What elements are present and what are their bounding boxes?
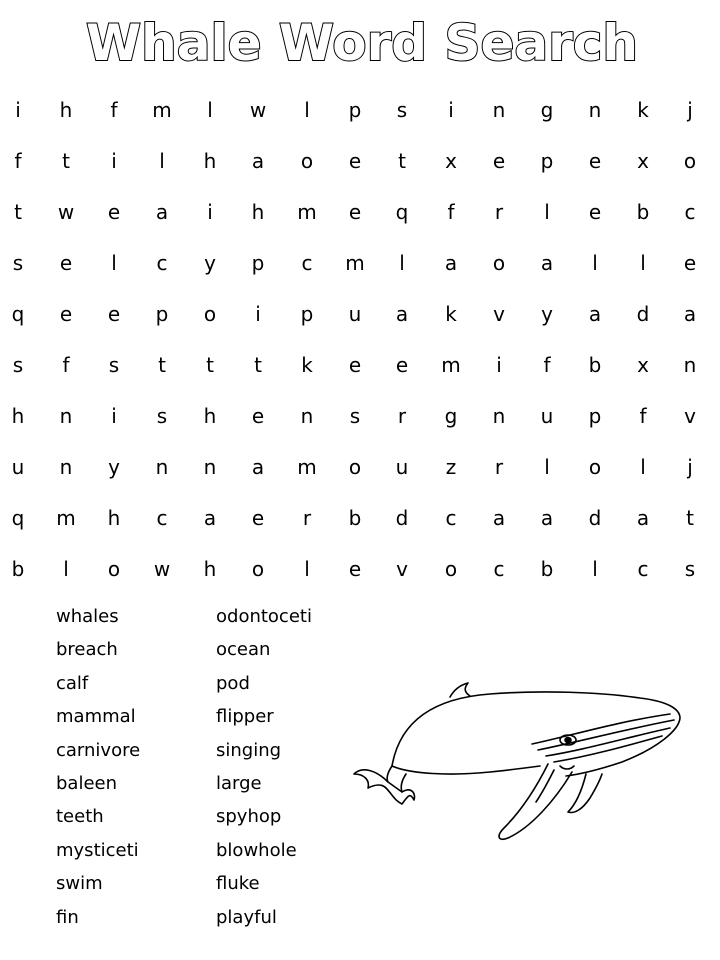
letter-grid [0, 85, 720, 595]
grid-cell: l [111, 251, 117, 275]
word-list-item: mysticeti [56, 839, 139, 861]
grid-cell: e [395, 353, 409, 377]
grid-cell: g [444, 404, 458, 428]
grid-cell: l [544, 455, 550, 479]
grid-cell: x [637, 353, 649, 377]
grid-cell: a [203, 506, 217, 530]
grid-cell: t [398, 149, 406, 173]
grid-cell: t [62, 149, 70, 173]
grid-cell: c [493, 557, 505, 581]
grid-cell: y [108, 455, 120, 479]
grid-row [0, 85, 720, 136]
word-list-item: flipper [216, 706, 274, 728]
grid-cell: h [203, 557, 217, 581]
grid-cell: o [300, 149, 314, 173]
grid-cell: a [155, 200, 169, 224]
grid-cell: u [540, 404, 554, 428]
grid-cell: t [206, 353, 214, 377]
grid-cell: q [11, 302, 25, 326]
grid-cell: l [304, 98, 310, 122]
word-list-item: large [216, 772, 262, 794]
grid-cell: e [59, 302, 73, 326]
grid-cell: i [496, 353, 502, 377]
word-list-item: carnivore [56, 739, 141, 761]
grid-cell: l [63, 557, 69, 581]
grid-cell: n [59, 404, 73, 428]
grid-cell: u [348, 302, 362, 326]
grid-cell: i [255, 302, 261, 326]
word-list-item: fluke [216, 873, 260, 895]
grid-cell: a [540, 506, 554, 530]
grid-cell: m [56, 506, 76, 530]
grid-cell: h [11, 404, 25, 428]
grid-cell: e [348, 557, 362, 581]
grid-cell: s [684, 557, 696, 581]
grid-cell: t [158, 353, 166, 377]
word-list-item: odontoceti [216, 606, 312, 627]
grid-cell: l [640, 455, 646, 479]
grid-cell: a [540, 251, 554, 275]
grid-cell: p [251, 251, 265, 275]
grid-row [0, 391, 720, 442]
grid-cell: w [153, 557, 171, 581]
grid-cell: x [637, 149, 649, 173]
word-list-item: singing [216, 739, 282, 761]
grid-cell: b [588, 353, 602, 377]
grid-cell: l [399, 251, 405, 275]
word-list-item: pod [216, 672, 250, 694]
whale-icon [340, 670, 700, 860]
grid-cell: b [11, 557, 25, 581]
word-list-item: fin [56, 906, 79, 928]
grid-row [0, 289, 720, 340]
grid-cell: m [297, 455, 317, 479]
grid-cell: j [687, 98, 693, 122]
grid-row [0, 136, 720, 187]
grid-cell: q [11, 506, 25, 530]
word-list-item: spyhop [216, 806, 282, 828]
grid-cell: a [395, 302, 409, 326]
grid-cell: e [588, 200, 602, 224]
page-title-text: Whale Word Search [85, 14, 639, 72]
grid-cell: m [297, 200, 317, 224]
grid-cell: r [302, 506, 312, 530]
grid-cell: s [108, 353, 120, 377]
grid-cell: b [636, 200, 650, 224]
grid-cell: e [348, 149, 362, 173]
grid-cell: p [588, 404, 602, 428]
grid-cell: r [494, 455, 504, 479]
grid-cell: i [207, 200, 213, 224]
grid-cell: e [588, 149, 602, 173]
grid-cell: a [251, 149, 265, 173]
grid-cell: f [110, 98, 118, 122]
grid-cell: w [57, 200, 75, 224]
grid-cell: l [640, 251, 646, 275]
page-title [0, 8, 720, 78]
grid-cell: k [445, 302, 457, 326]
grid-cell: i [448, 98, 454, 122]
grid-cell: l [304, 557, 310, 581]
grid-cell: y [541, 302, 553, 326]
grid-cell: p [540, 149, 554, 173]
grid-cell: a [444, 251, 458, 275]
grid-cell: e [59, 251, 73, 275]
grid-cell: m [345, 251, 365, 275]
grid-cell: a [251, 455, 265, 479]
grid-cell: l [159, 149, 165, 173]
grid-cell: e [251, 506, 265, 530]
grid-cell: n [683, 353, 697, 377]
grid-cell: s [396, 98, 408, 122]
grid-cell: a [636, 506, 650, 530]
grid-cell: x [445, 149, 457, 173]
grid-cell: p [300, 302, 314, 326]
grid-cell: j [687, 455, 693, 479]
grid-cell: t [254, 353, 262, 377]
grid-cell: n [59, 455, 73, 479]
grid-cell: p [348, 98, 362, 122]
word-list-item: playful [216, 906, 277, 928]
grid-cell: k [301, 353, 313, 377]
grid-cell: s [349, 404, 361, 428]
grid-cell: c [445, 506, 457, 530]
grid-cell: d [395, 506, 409, 530]
grid-cell: d [636, 302, 650, 326]
grid-cell: y [204, 251, 216, 275]
grid-cell: b [348, 506, 362, 530]
grid-cell: v [684, 404, 696, 428]
grid-cell: c [637, 557, 649, 581]
grid-cell: f [447, 200, 455, 224]
grid-cell: o [492, 251, 506, 275]
grid-cell: m [441, 353, 461, 377]
grid-cell: r [397, 404, 407, 428]
grid-cell: l [592, 557, 598, 581]
grid-cell: e [348, 200, 362, 224]
grid-row [0, 340, 720, 391]
grid-cell: v [493, 302, 505, 326]
grid-cell: h [59, 98, 73, 122]
grid-cell: p [155, 302, 169, 326]
word-list-item: breach [56, 639, 118, 661]
grid-cell: e [251, 404, 265, 428]
grid-cell: n [588, 98, 602, 122]
grid-cell: h [251, 200, 265, 224]
grid-cell: i [111, 149, 117, 173]
grid-cell: z [445, 455, 457, 479]
grid-cell: l [544, 200, 550, 224]
grid-cell: l [207, 98, 213, 122]
word-list-item: teeth [56, 806, 104, 828]
word-list-item: baleen [56, 772, 118, 794]
grid-cell: f [62, 353, 70, 377]
word-list-item: whales [56, 606, 119, 627]
grid-cell: f [639, 404, 647, 428]
grid-cell: e [107, 200, 121, 224]
grid-cell: g [540, 98, 554, 122]
grid-cell: t [14, 200, 22, 224]
grid-cell: m [152, 98, 172, 122]
grid-row [0, 442, 720, 493]
word-list-left [56, 604, 216, 938]
grid-cell: i [111, 404, 117, 428]
grid-cell: s [156, 404, 168, 428]
grid-cell: a [683, 302, 697, 326]
grid-cell: n [155, 455, 169, 479]
grid-cell: o [251, 557, 265, 581]
grid-cell: a [492, 506, 506, 530]
grid-cell: e [107, 302, 121, 326]
grid-row [0, 493, 720, 544]
grid-cell: i [15, 98, 21, 122]
grid-cell: o [683, 149, 697, 173]
grid-cell: n [492, 404, 506, 428]
grid-cell: t [686, 506, 694, 530]
grid-cell: e [348, 353, 362, 377]
grid-row [0, 238, 720, 289]
grid-row [0, 187, 720, 238]
grid-cell: n [203, 455, 217, 479]
grid-cell: u [11, 455, 25, 479]
grid-cell: n [492, 98, 506, 122]
grid-cell: v [396, 557, 408, 581]
grid-cell: h [203, 404, 217, 428]
word-list-item: ocean [216, 639, 271, 661]
grid-cell: o [203, 302, 217, 326]
grid-cell: h [203, 149, 217, 173]
grid-cell: w [249, 98, 267, 122]
word-list-item: calf [56, 672, 89, 694]
grid-cell: c [156, 506, 168, 530]
grid-cell: e [683, 251, 697, 275]
grid-cell: f [14, 149, 22, 173]
grid-cell: d [588, 506, 602, 530]
grid-cell: h [107, 506, 121, 530]
grid-cell: s [12, 251, 24, 275]
grid-cell: k [637, 98, 649, 122]
grid-cell: n [300, 404, 314, 428]
grid-row [0, 544, 720, 595]
grid-cell: q [395, 200, 409, 224]
grid-cell: b [540, 557, 554, 581]
word-list-item: mammal [56, 706, 136, 728]
grid-cell: o [444, 557, 458, 581]
grid-cell: c [684, 200, 696, 224]
grid-cell: o [348, 455, 362, 479]
grid-cell: o [107, 557, 121, 581]
grid-cell: s [12, 353, 24, 377]
grid-cell: c [301, 251, 313, 275]
grid-cell: e [492, 149, 506, 173]
grid-cell: c [156, 251, 168, 275]
grid-cell: a [588, 302, 602, 326]
grid-cell: o [588, 455, 602, 479]
word-list-item: swim [56, 873, 103, 895]
grid-cell: r [494, 200, 504, 224]
grid-cell: l [592, 251, 598, 275]
grid-cell: f [543, 353, 551, 377]
word-list-item: blowhole [216, 839, 297, 861]
grid-cell: u [395, 455, 409, 479]
